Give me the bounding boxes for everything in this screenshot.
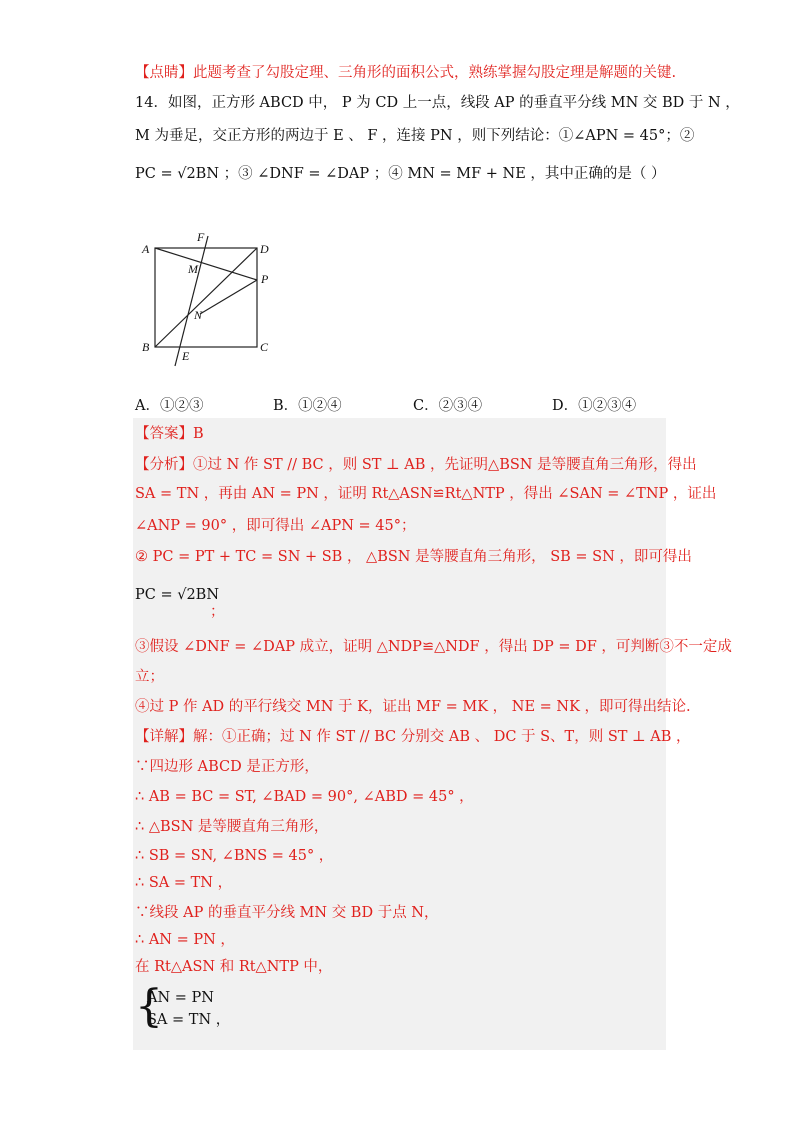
option-c[interactable] [413,396,482,416]
analysis-line-4: ② PC = PT + TC = SN + SB ， △BSN 是等腰直角三角形， SB = SN ，即可得出 [135,549,692,565]
option-d-key: D． [552,398,579,414]
detail-system-eq-1: AN = PN [147,990,214,1006]
geometry-figure [135,228,295,368]
option-a[interactable] [135,396,203,416]
detail-system-eq-2: SA = TN ， [147,1012,231,1028]
label-a: A [142,242,150,256]
analysis-line-3: ∠ANP = 90° ，即可得出 ∠APN = 45°； [135,518,416,534]
option-b-value: ①②④ [298,398,342,414]
analysis-line-8: ④过 P 作 AD 的平行线交 MN 于 K，证出 MF = MK ， NE = NK ，即可得出结论. [135,699,691,715]
analysis-line-6: ③假设 ∠DNF = ∠DAP 成立，证明 △NDP≌△NDF ，得出 DP = DF ，可判断③不一定成 [135,639,732,655]
answer-tag: 【答案】 [135,426,193,442]
segment-pn [200,280,257,314]
label-p: P [261,272,269,286]
option-c-key: C． [413,398,439,414]
label-c: C [260,340,269,354]
label-e: E [182,349,190,363]
label-n: N [194,308,203,322]
question-line-2: M 为垂足，交正方形的两边于 E 、 F ，连接 PN ，则下列结论：①∠APN = 45°；② [135,128,695,144]
label-d: D [260,242,269,256]
answer-line [135,424,204,444]
label-m: M [188,262,198,276]
detail-line-1: 【详解】解：①正确；过 N 作 ST // BC 分别交 AB 、 DC 于 S、T，则 ST ⊥ AB ， [135,729,691,745]
option-c-value: ②③④ [438,398,483,414]
option-d[interactable] [552,396,636,416]
comment-tag: 【点睛】 [135,65,193,81]
option-a-value: ①②③ [159,398,204,414]
detail-line-8: ∴ AN = PN ， [135,932,235,948]
segment-ap [155,248,257,280]
option-d-value: ①②③④ [578,398,637,414]
diagonal-bd [155,248,257,347]
detail-line-7: ∵线段 AP 的垂直平分线 MN 交 BD 于点 N， [135,905,439,921]
answer-value: B [193,426,204,442]
question-line-1: 14．如图，正方形 ABCD 中， P 为 CD 上一点，线段 AP 的垂直平分线 MN 交 BD 于 N ， [135,95,740,111]
option-b[interactable] [273,396,342,416]
option-b-key: B． [273,398,299,414]
detail-line-2: ∵四边形 ABCD 是正方形， [135,759,319,775]
analysis-line-5-semicolon: ； [210,604,225,620]
comment-text: 此题考查了勾股定理、三角形的面积公式，熟练掌握勾股定理是解题的关键. [193,65,677,81]
detail-line-3: ∴ AB = BC = ST, ∠BAD = 90°, ∠ABD = 45° ， [135,789,474,805]
analysis-line-5 [135,585,219,605]
analysis-line-7: 立； [135,669,164,685]
analysis-line-1: 【分析】①过 N 作 ST // BC ，则 ST ⊥ AB ，先证明△BSN 是等腰直角三角形，得出 [135,457,697,473]
label-f: F [197,230,205,244]
detail-line-6: ∴ SA = TN ， [135,875,233,891]
detail-line-9: 在 Rt△ASN 和 Rt△NTP 中， [135,959,333,975]
equation-system-brace: { [135,981,163,1032]
question-line-3: PC = √2BN ；③ ∠DNF = ∠DAP ；④ MN = MF + NE ，其中正确的是（ ） [135,166,666,182]
detail-line-4: ∴ △BSN 是等腰直角三角形， [135,819,329,835]
analysis-formula-pc: PC = √2BN [135,587,220,603]
label-b: B [142,340,150,354]
option-a-key: A． [135,398,160,414]
comment-line [135,63,676,83]
analysis-line-2: SA = TN ，再由 AN = PN ，证明 Rt△ASN≌Rt△NTP ，得出 ∠SAN = ∠TNP ，证出 [135,486,717,502]
detail-line-5: ∴ SB = SN, ∠BNS = 45° ， [135,848,334,864]
